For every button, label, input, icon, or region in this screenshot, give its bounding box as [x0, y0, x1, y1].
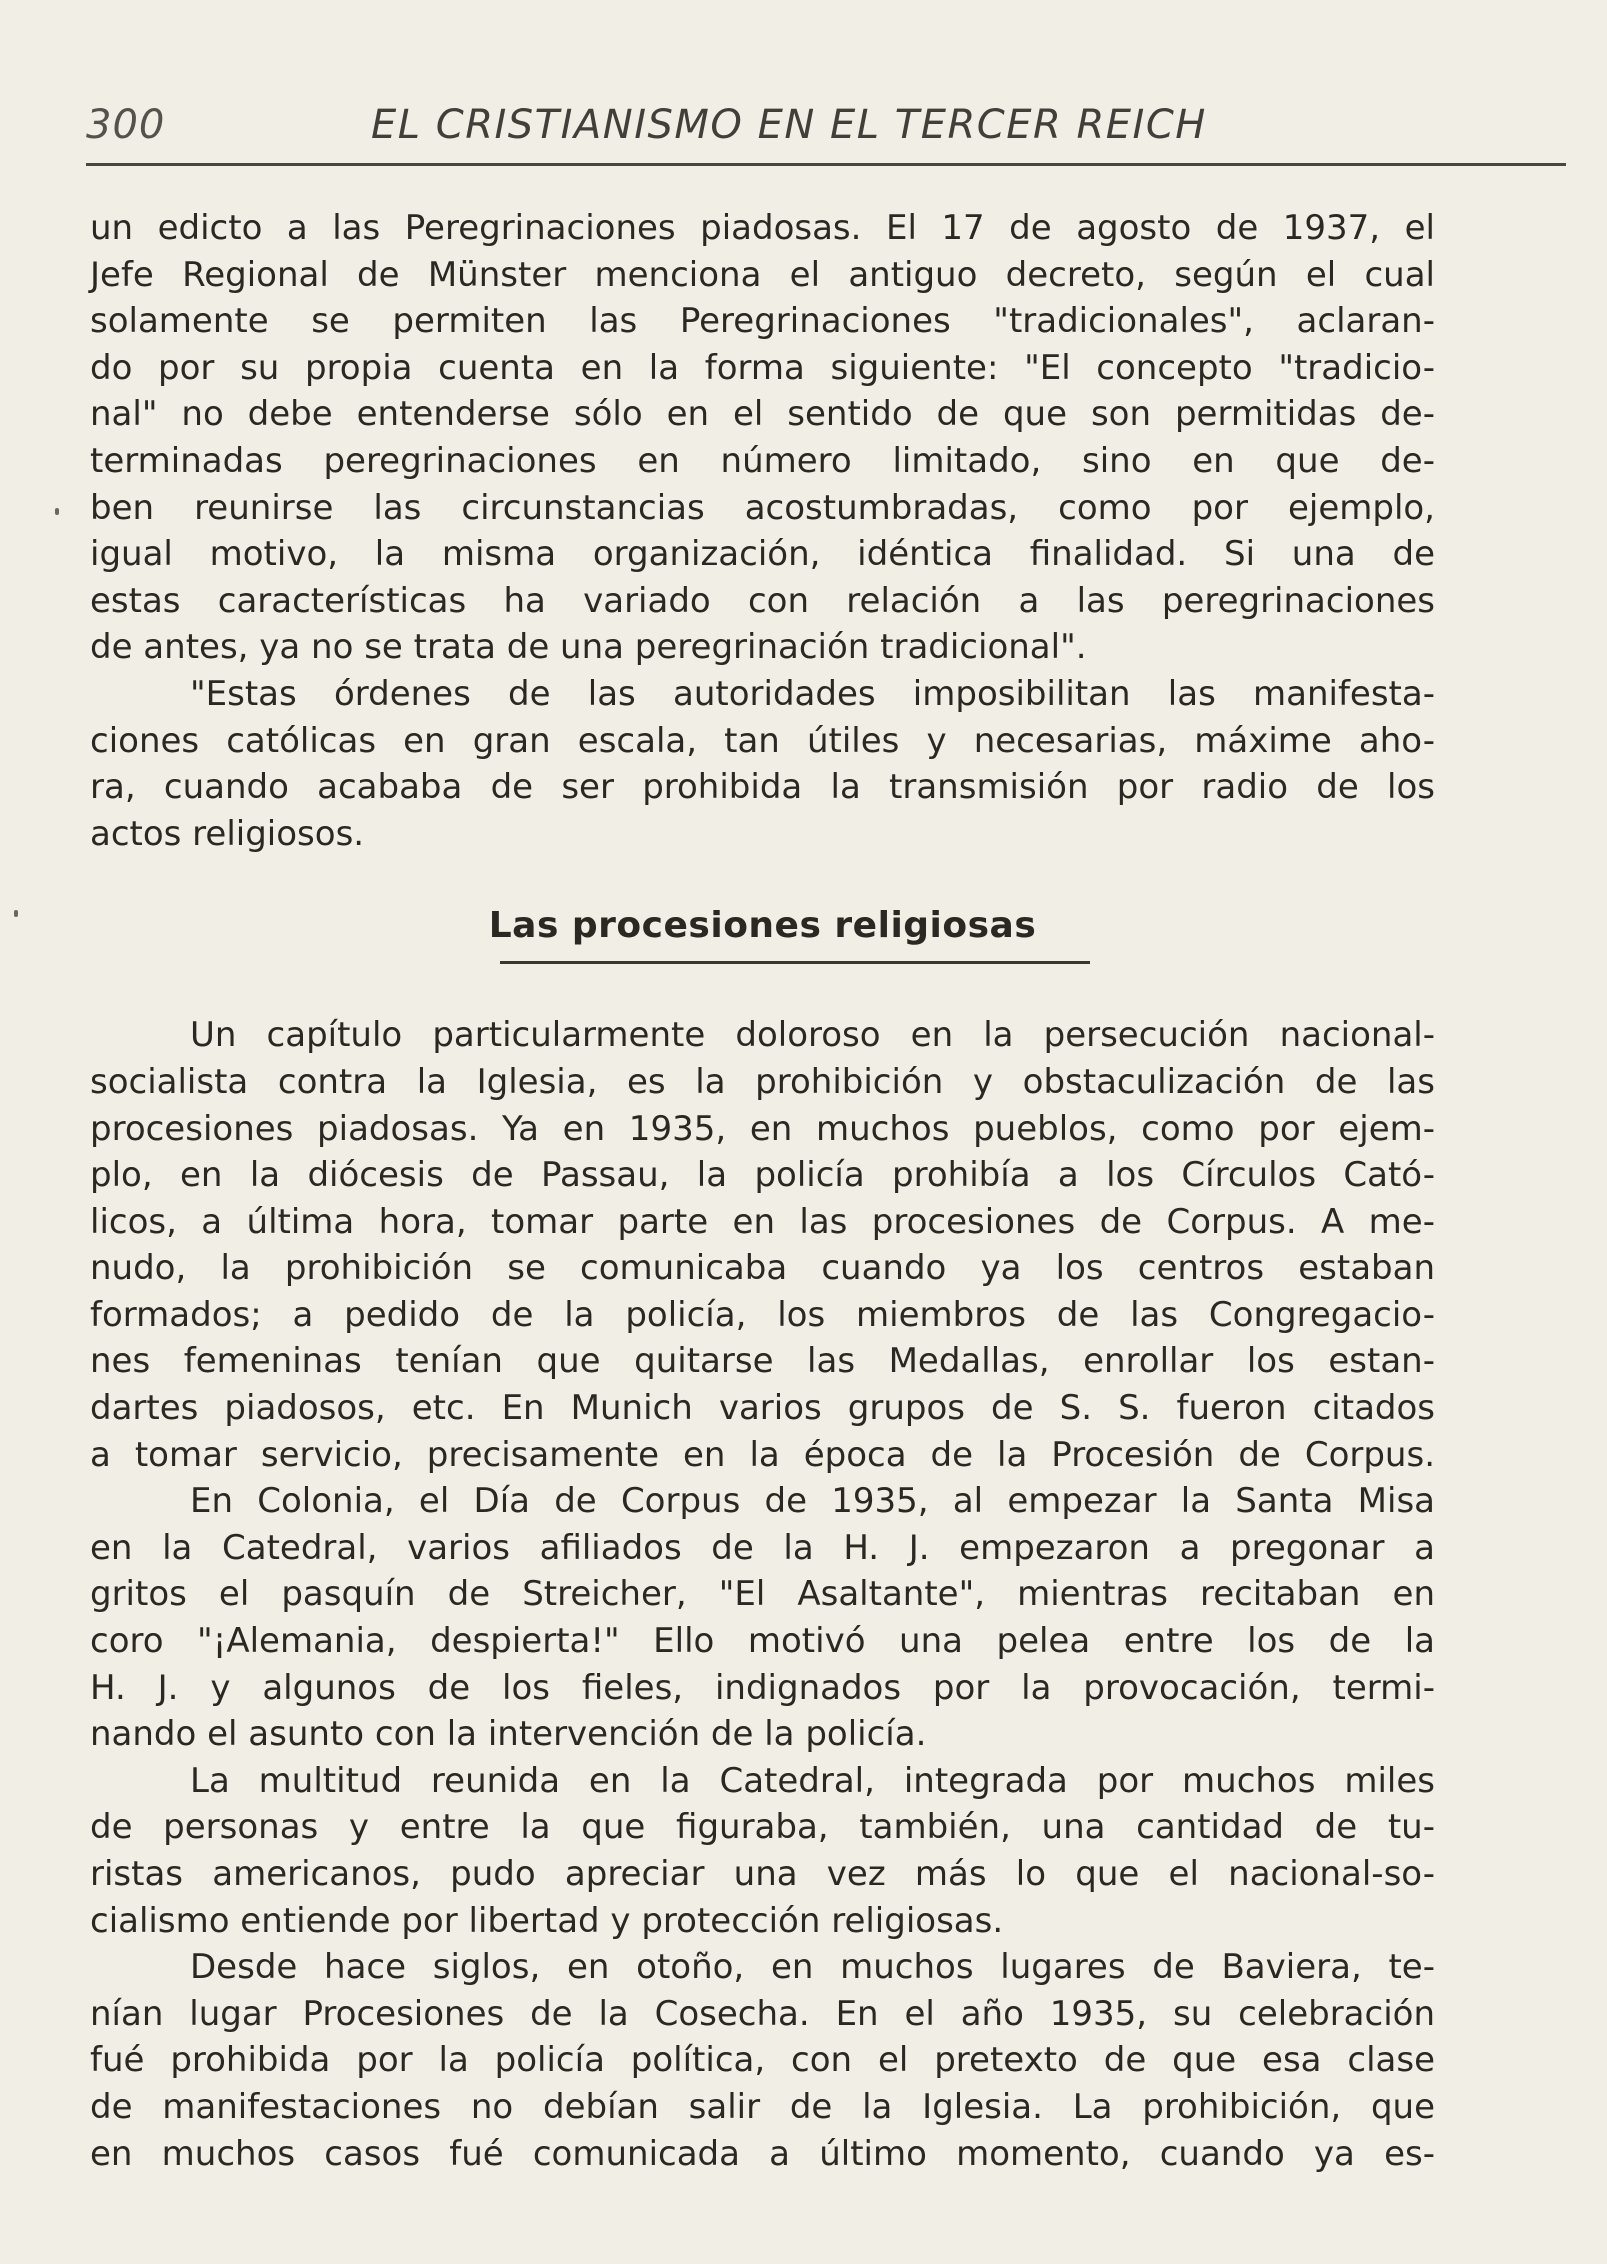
text-line: nes femeninas tenían que quitarse las Medallas, enrollar los estan- — [90, 1341, 1435, 1382]
text-line: dartes piadosos, etc. En Munich varios grupos de S. S. fueron citados — [90, 1388, 1435, 1429]
text-line: plo, en la diócesis de Passau, la policía prohibía a los Círculos Cató- — [90, 1155, 1435, 1196]
paragraph — [90, 1012, 1435, 1478]
text-line: socialista contra la Iglesia, es la prohibición y obstaculización de las — [90, 1061, 1435, 1102]
text-line: de personas y entre la que figuraba, también, una cantidad de tu- — [90, 1807, 1435, 1848]
text-line: terminadas peregrinaciones en número limitado, sino en que de- — [90, 440, 1435, 481]
text-line: La multitud reunida en la Catedral, integrada por muchos miles — [190, 1760, 1435, 1801]
paragraph — [90, 205, 1435, 671]
paragraph — [90, 1758, 1435, 1944]
text-line: formados; a pedido de la policía, los miembros de las Congregacio- — [90, 1294, 1435, 1335]
text-line: solamente se permiten las Peregrinaciones "tradicionales", aclaran- — [90, 301, 1435, 342]
running-head: EL CRISTIANISMO EN EL TERCER REICH — [371, 102, 1207, 148]
heading-underline — [500, 961, 1090, 964]
text-line: nando el asunto con la intervención de la policía. — [90, 1714, 927, 1755]
header-rule — [86, 163, 1566, 166]
text-line: en muchos casos fué comunicada a último momento, cuando ya es- — [90, 2133, 1435, 2174]
text-line: do por su propia cuenta en la forma siguiente: "El concepto "tradicio- — [90, 347, 1435, 388]
text-line: ra, cuando acababa de ser prohibida la transmisión por radio de los — [90, 767, 1435, 808]
paragraph — [90, 1478, 1435, 1758]
paragraph — [90, 671, 1435, 857]
margin-speck — [55, 508, 59, 515]
margin-speck — [14, 910, 18, 917]
text-line: cialismo entiende por libertad y protección religiosas. — [90, 1900, 1004, 1941]
text-line: procesiones piadosas. Ya en 1935, en muchos pueblos, como por ejem- — [90, 1108, 1435, 1149]
text-line: coro "¡Alemania, despierta!" Ello motivó una pelea entre los de la — [90, 1621, 1435, 1662]
text-line: igual motivo, la misma organización, idéntica finalidad. Si una de — [90, 534, 1435, 575]
text-line: un edicto a las Peregrinaciones piadosas. El 17 de agosto de 1937, el — [90, 208, 1435, 248]
text-line: nían lugar Procesiones de la Cosecha. En el año 1935, su celebración — [90, 1993, 1435, 2034]
text-line: actos religiosos. — [90, 813, 365, 854]
page-header — [86, 102, 1566, 162]
text-line: estas características ha variado con relación a las peregrinaciones — [90, 580, 1435, 621]
section-heading-block — [90, 857, 1435, 1012]
text-line: ben reunirse las circunstancias acostumbradas, como por ejemplo, — [90, 487, 1435, 528]
text-line: fué prohibida por la policía política, con el pretexto de que esa clase — [90, 2040, 1435, 2081]
text-line: H. J. y algunos de los fieles, indignados por la provocación, termi- — [90, 1667, 1435, 1708]
text-line: Jefe Regional de Münster menciona el antiguo decreto, según el cual — [90, 254, 1435, 295]
text-line: Desde hace siglos, en otoño, en muchos lugares de Baviera, te- — [190, 1947, 1435, 1988]
text-line: licos, a última hora, tomar parte en las procesiones de Corpus. A me- — [90, 1201, 1435, 1242]
body-text — [90, 205, 1435, 2177]
section-heading: Las procesiones religiosas — [488, 905, 1037, 947]
text-line: ristas americanos, pudo apreciar una vez más lo que el nacional-so- — [90, 1854, 1435, 1894]
text-line: En Colonia, el Día de Corpus de 1935, al empezar la Santa Misa — [190, 1481, 1435, 1522]
text-line: de manifestaciones no debían salir de la Iglesia. La prohibición, que — [90, 2086, 1435, 2127]
text-line: en la Catedral, varios afiliados de la H. J. empezaron a pregonar a — [90, 1527, 1435, 1568]
text-line: ciones católicas en gran escala, tan útiles y necesarias, máxime aho- — [90, 720, 1435, 761]
text-line: nal" no debe entenderse sólo en el sentido de que son permitidas de- — [90, 394, 1435, 435]
page-number: 300 — [86, 102, 166, 148]
text-line: de antes, ya no se trata de una peregrinación tradicional". — [90, 627, 1087, 668]
text-line: Un capítulo particularmente doloroso en la persecución nacional- — [190, 1015, 1435, 1056]
text-line: "Estas órdenes de las autoridades imposibilitan las manifesta- — [190, 673, 1435, 714]
text-line: a tomar servicio, precisamente en la época de la Procesión de Corpus. — [90, 1434, 1435, 1475]
paragraph — [90, 1944, 1435, 2177]
text-line: nudo, la prohibición se comunicaba cuando ya los centros estaban — [90, 1248, 1435, 1289]
text-line: gritos el pasquín de Streicher, "El Asaltante", mientras recitaban en — [90, 1574, 1435, 1615]
